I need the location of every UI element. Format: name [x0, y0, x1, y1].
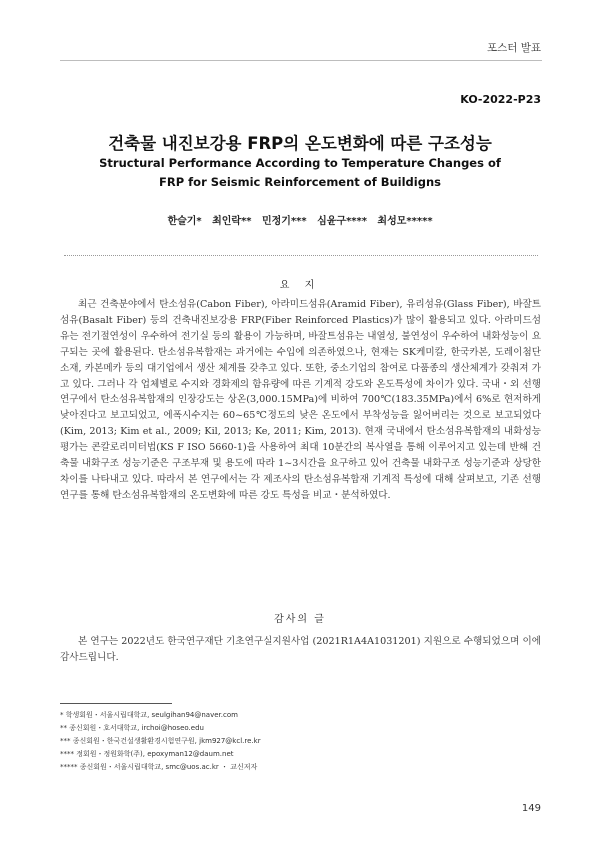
footnote-divider [60, 703, 172, 704]
english-title-line-2: FRP for Seismic Reinforcement of Buildigns [159, 175, 441, 189]
header-divider [60, 60, 542, 61]
acknowledgement-heading: 감사의 글 [274, 614, 326, 625]
footnote-author-5: ***** 종신회원・서울시립대학교, smc@uos.ac.kr ・ 교신저자 [60, 763, 258, 771]
footnote-author-4: **** 정회원・정원화학(주), epoxyman12@daum.net [60, 750, 234, 758]
abstract-body: 최근 건축분야에서 탄소섬유(Cabon Fiber), 아라미드섬유(Aramid Fiber), 유리섬유(Glass Fiber), 바잘트섬유(Basalt Fiber) 등의 건축내진보강용 FRP(Fiber Reinforced Plastics)가 많이 활용되고 있다. 아라미드섬유는 전기절연성이 우수하여 전기실 등의 활용이 가능하며, 바잘트섬유는 내열성, 불연성이 우수하여 내화성능이 요구되는 곳에 활용된다. 탄소섬유복합재는 과거에는 수입에 의존하였으나, 현재는 SK케미칼, 한국카본, 도레이첨단소재, 카본메카 등의 대기업에서 생산 체계를 갖추고 있다. 또한, 중소기업의 참여로 다품종의 생산체계가 갖춰져 가고 있다. 그러나 각 업체별로 수지와 경화제의 함유량에 따른 기계적 강도와 온도특성에 차이가 있다. 국내・외 선행연구에서 탄소섬유복합재의 인장강도는 상온(3,000.15MPa)에 비하여 700℃(183.35MPa)에서 6%로 현저하게 낮아진다고 보고되었고, 에폭시수지는 60~65℃정도의 낮은 온도에서 부착성능을 잃어버리는 것으로 보고되었다 (Kim, 2013; Kim et al., 2009; Kil, 2013; Ke, 2011; Kim, 2013). 현재 국내에서 탄소섬유복합재의 내화성능평가는 콘칼로리미터법(KS F ISO 5660-1)을 사용하여 최대 10분간의 복사열을 통해 이루어지고 있는데 반해 건축물 내화구조 성능기준은 구조부재 및 용도에 따라 1~3시간을 요구하고 있어 건축물 내화구조 성능기준과 상당한 차이를 나타내고 있다. 따라서 본 연구에서는 각 제조사의 탄소섬유복합재 기계적 특성에 대해 살펴보고, 기존 선행연구를 통해 탄소섬유복합재의 온도변화에 따른 강도 특성을 비교・분석하였다. [60, 299, 541, 501]
footnote-author-2: ** 종신회원・호서대학교, irchoi@hoseo.edu [60, 724, 204, 732]
section-header-label: 포스터 발표 [486, 42, 541, 54]
author-list: 한슬기* 최인락** 민정기*** 심윤구**** 최성모***** [167, 216, 433, 227]
footnote-author-1: * 학생회원・서울시립대학교, seulgihan94@naver.com [60, 711, 238, 719]
acknowledgement-body: 본 연구는 2022년도 한국연구재단 기초연구실지원사업 (2021R1A4A1031201) 지원으로 수행되었으며 이에 감사드립니다. [60, 636, 541, 663]
footnotes [60, 709, 541, 774]
paper-id: KO-2022-P23 [460, 93, 541, 106]
page-number: 149 [521, 803, 541, 814]
title-divider [64, 255, 538, 256]
korean-title: 건축물 내진보강용 FRP의 온도변화에 따른 구조성능 [108, 134, 492, 153]
english-title-line-1: Structural Performance According to Temperature Changes of [99, 156, 501, 170]
abstract-heading: 요 지 [279, 280, 321, 291]
footnote-author-3: *** 종신회원・한국건설생활환경시험연구원, jkm927@kcl.re.kr [60, 737, 261, 745]
